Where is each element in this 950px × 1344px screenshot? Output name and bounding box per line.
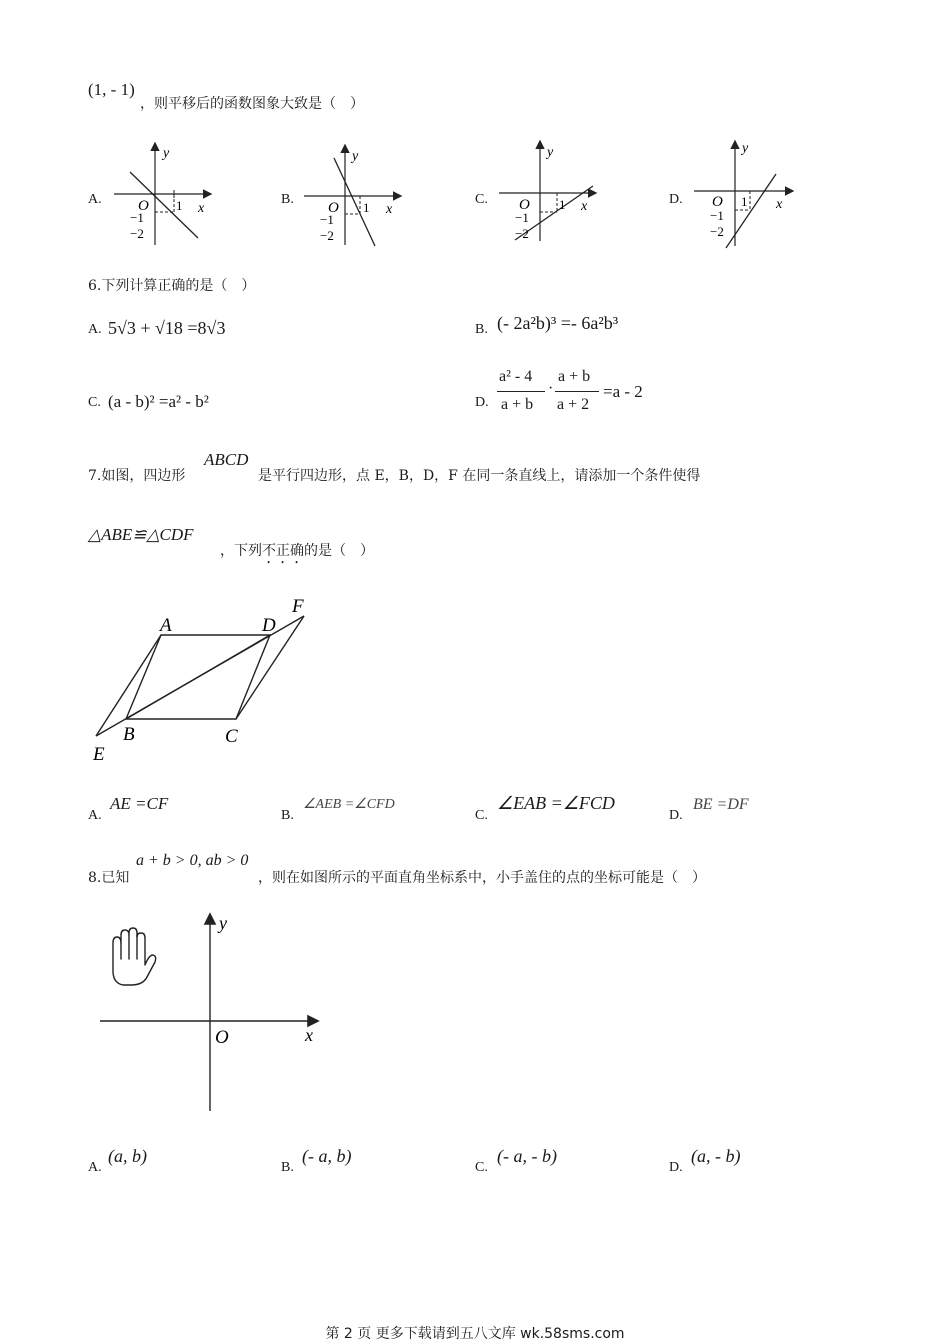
q8-origin: O	[215, 1027, 229, 1048]
q6-option-c-label: C.	[88, 395, 101, 410]
q5-graph-d	[690, 136, 800, 251]
q6-d-dot: ·	[548, 380, 554, 397]
svg-text:−2: −2	[130, 226, 144, 241]
q6-option-d-expr	[497, 368, 667, 420]
hand-icon	[113, 928, 156, 985]
q7-line2-post: 的是（ ）	[304, 543, 374, 559]
q7-label-f: F	[292, 596, 304, 617]
q5-graph-a-origin: O	[138, 198, 149, 214]
q7-congruence: △ABE≌△CDF	[88, 525, 194, 544]
q6-option-d-label: D.	[475, 395, 489, 410]
q8-y-label: y	[219, 913, 227, 933]
q6-d-den2: a + 2	[557, 396, 590, 413]
q5-graph-a-x-label: x	[198, 201, 205, 216]
q5-option-d-label: D.	[669, 192, 683, 207]
q5-graph-c-y-label: y	[547, 145, 554, 160]
q6-d-rhs: =a - 2	[603, 382, 643, 401]
svg-text:1: 1	[176, 198, 183, 213]
q7-quad-name: ABCD	[204, 450, 249, 469]
q5-graph-c-origin: O	[519, 197, 530, 213]
q5-graph-d-line	[726, 174, 776, 248]
q7-line2-pre: ，下列	[220, 543, 262, 559]
q7-label-a: A	[160, 615, 172, 636]
q8-x-label: x	[305, 1025, 313, 1045]
q6-d-fraction-bar-1	[497, 391, 545, 392]
svg-text:−2: −2	[320, 228, 334, 243]
q7-option-b-expr: ∠AEB =∠CFD	[303, 797, 395, 812]
svg-text:1: 1	[741, 194, 748, 209]
q8-stem-pre: 8.已知	[88, 870, 130, 886]
q8-option-c-expr: (- a, - b)	[497, 1146, 557, 1166]
q6-d-den1: a + b	[501, 396, 534, 413]
q5-graph-a-y-label: y	[163, 146, 170, 161]
svg-text:−2: −2	[515, 226, 529, 241]
q6-stem: 6.下列计算正确的是（ ）	[88, 278, 256, 294]
svg-text:1: 1	[363, 200, 370, 215]
q7-figure	[88, 590, 318, 770]
q7-stem-pre: 7.如图，四边形	[88, 468, 186, 484]
svg-text:−1: −1	[130, 210, 144, 225]
q6-d-num2: a + b	[558, 368, 591, 385]
q8-figure	[95, 905, 330, 1115]
q8-option-d-expr: (a, - b)	[691, 1146, 741, 1166]
page-footer: 第 2 页 更多下载请到五八文库 wk.58sms.com	[325, 1326, 625, 1342]
q7-option-d-expr: BE =DF	[693, 796, 749, 813]
q7-label-e: E	[93, 744, 105, 765]
q7-label-d: D	[262, 615, 276, 636]
q8-option-a-label: A.	[88, 1160, 102, 1175]
q8-option-b-expr: (- a, b)	[302, 1146, 352, 1166]
q5-option-c-label: C.	[475, 192, 488, 207]
q8-option-b-label: B.	[281, 1160, 294, 1175]
q5-graph-b-x-label: x	[386, 202, 393, 217]
q6-option-a-label: A.	[88, 322, 102, 337]
q7-option-a-label: A.	[88, 808, 102, 823]
q8-option-a-expr: (a, b)	[108, 1146, 147, 1166]
q8-option-c-label: C.	[475, 1160, 488, 1175]
q5-graph-a	[110, 140, 220, 250]
q7-label-b: B	[123, 724, 135, 745]
svg-text:−1: −1	[320, 212, 334, 227]
q6-option-b-label: B.	[475, 322, 488, 337]
q7-stem-post: 是平行四边形，点 E，B，D，F 在同一条直线上，请添加一个条件使得	[258, 468, 701, 484]
q6-d-num1: a² - 4	[499, 368, 533, 385]
q8-option-d-label: D.	[669, 1160, 683, 1175]
q7-line2	[220, 540, 374, 567]
svg-text:−2: −2	[710, 224, 724, 239]
q5-graph-b-origin: O	[328, 200, 339, 216]
svg-text:−1: −1	[515, 210, 529, 225]
svg-text:−1: −1	[710, 208, 724, 223]
q7-option-c-label: C.	[475, 808, 488, 823]
q5-graph-c-x-label: x	[581, 199, 588, 214]
q7-option-a-expr: AE =CF	[110, 794, 169, 813]
q5-graph-c	[495, 136, 605, 246]
q5-graph-d-y-label: y	[742, 141, 749, 156]
svg-text:1: 1	[559, 197, 566, 212]
q5-point: (1, - 1)	[88, 80, 135, 99]
q7-label-c: C	[225, 726, 238, 747]
q7-segment-ae	[96, 635, 161, 736]
q5-option-a-label: A.	[88, 192, 102, 207]
q5-graph-b-y-label: y	[352, 149, 359, 164]
q5-option-b-label: B.	[281, 192, 294, 207]
q5-stem-tail: ，则平移后的函数图象大致是（ ）	[140, 96, 364, 112]
q7-option-d-label: D.	[669, 808, 683, 823]
q8-condition: a + b > 0, ab > 0	[136, 852, 249, 869]
q7-line2-emphasis: 不正确	[262, 543, 304, 559]
q8-stem-post: ，则在如图所示的平面直角坐标系中，小手盖住的点的坐标可能是（ ）	[258, 870, 706, 886]
q7-option-c-expr: ∠EAB =∠FCD	[497, 793, 615, 813]
q5-graph-b	[300, 140, 410, 250]
q6-option-c-expr: (a - b)² =a² - b²	[108, 392, 209, 411]
q5-graph-d-x-label: x	[776, 197, 783, 212]
q6-d-fraction-bar-2	[555, 391, 599, 392]
q5-graph-d-origin: O	[712, 194, 723, 210]
q7-option-b-label: B.	[281, 808, 294, 823]
q6-option-a-expr: 5√3 + √18 =8√3	[108, 318, 226, 338]
q6-option-b-expr: (- 2a²b)³ =- 6a²b³	[497, 313, 619, 333]
